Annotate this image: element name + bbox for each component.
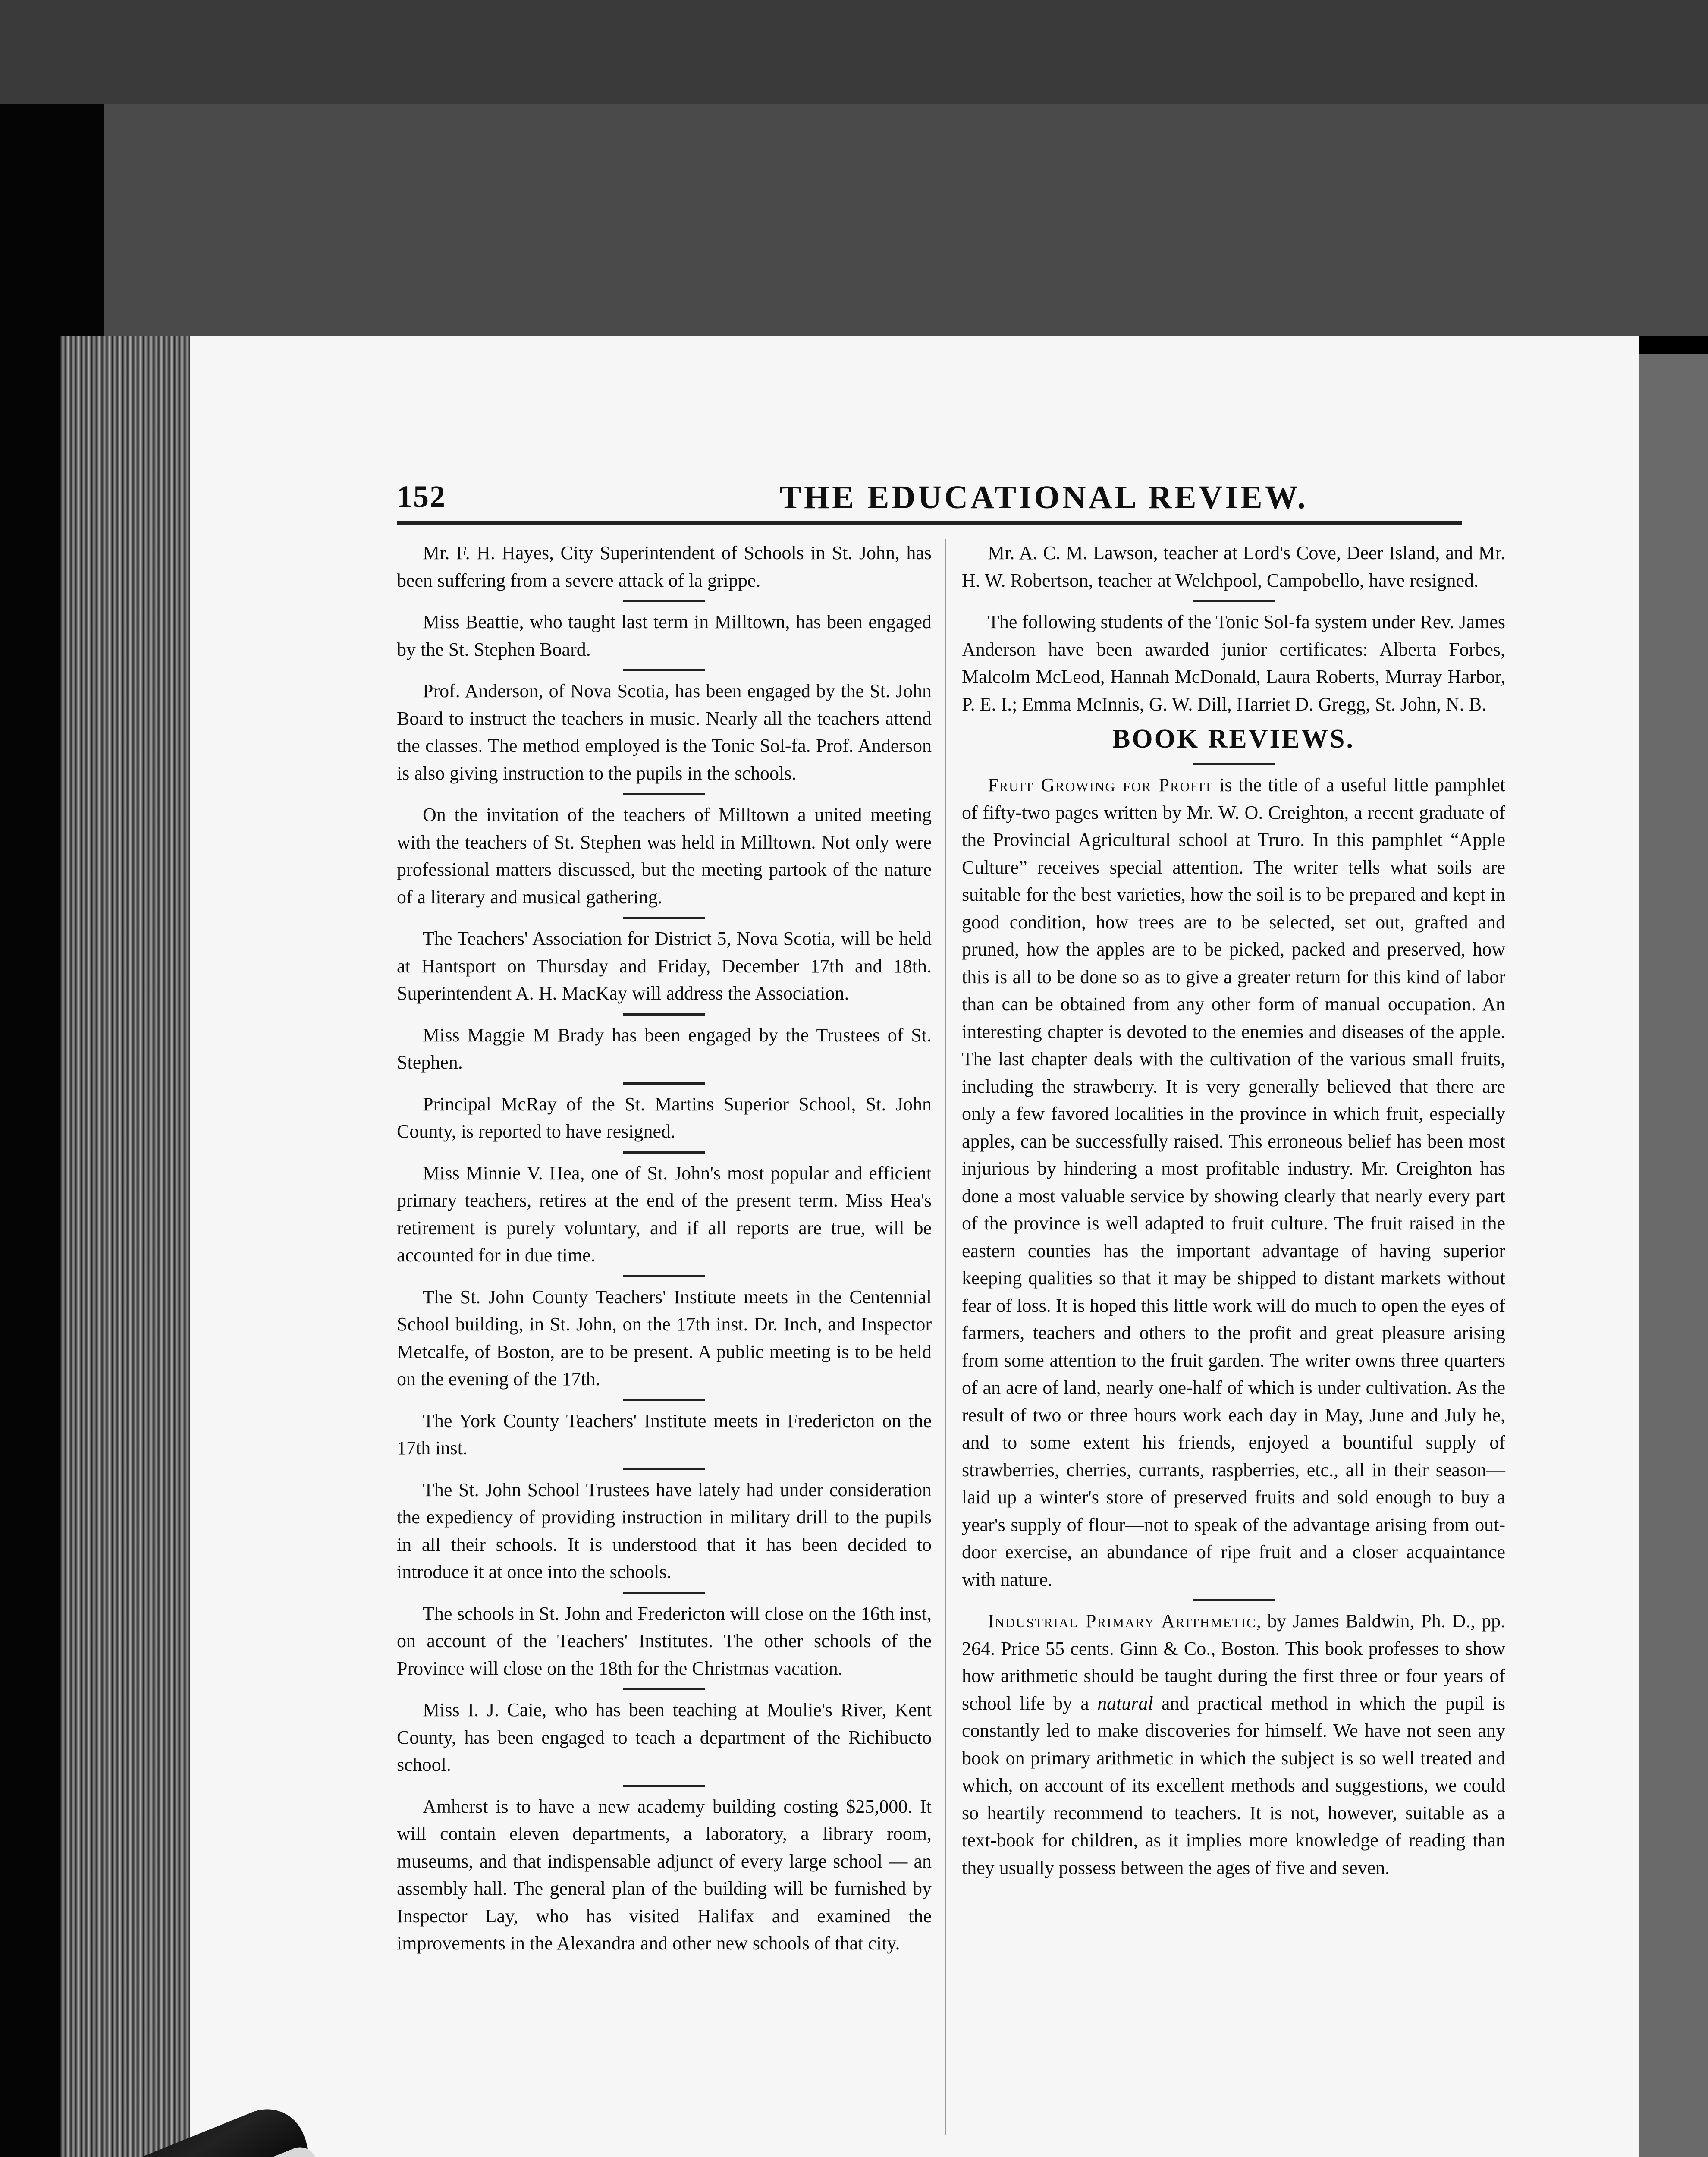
section-heading: BOOK REVIEWS. <box>1112 724 1355 754</box>
book-page <box>190 336 1639 2157</box>
news-item: Miss Minnie V. Hea, one of St. John's most popular and efficient primary teachers, retires at the end of the present term. Miss Hea's retirement is purely voluntary, and if all reports are true, will be accounted for in due time. <box>397 1162 932 1266</box>
book-review <box>962 1607 1505 1881</box>
left-column <box>397 539 932 1957</box>
separator-rule <box>623 669 705 671</box>
review-body: and practical method in which the pupil is constantly led to make discoveries for himself. We have not seen any book on primary arithmetic in which the subject is so well treated and which, on account of its excellent methods and suggestions, we could so heartily recommend to teachers. It is not, however, suitable as a text-book for children, as it implies more knowledge of reading than they usually possess between the ages of five and seven. <box>962 1692 1505 1878</box>
news-item: The St. John County Teachers' Institute meets in the Centennial School building, in St. John, on the 17th inst. Dr. Inch, and Inspector Metcalfe, of Boston, are to be present. A public meeting is to be held on the evening of the 17th. <box>397 1286 932 1390</box>
separator-rule <box>623 1688 705 1690</box>
news-item: The following students of the Tonic Sol-fa system under Rev. James Anderson have been awarded junior certificates: Alberta Forbes, Malcolm McLeod, Hannah McDonald, Laura Roberts, Murray Harbor, P. E. I.; Emma McInnis, G. W. Dill, Harriet D. Gregg, St. John, N. B. <box>962 611 1505 715</box>
news-item: Principal McRay of the St. Martins Superior School, St. John County, is reported to have resigned. <box>397 1093 932 1142</box>
separator-rule <box>623 1468 705 1470</box>
page-number: 152 <box>397 479 446 514</box>
news-item: Prof. Anderson, of Nova Scotia, has been engaged by the St. John Board to instruct the teachers in music. Nearly all the teachers attend the classes. The method employed is the Tonic Sol-fa. Prof. Anderson is also giving instruction to the pupils in the schools. <box>397 680 932 784</box>
review-title: Industrial Primary Arithmetic <box>988 1610 1256 1632</box>
separator-rule <box>623 1785 705 1787</box>
review-body: , by James Baldwin, Ph. D., pp. 264. Price 55 cents. Ginn & Co., Boston. This book professes to show how arithmetic should be taught during the first three or four years of school life by a <box>962 1610 1505 1714</box>
news-item: Amherst is to have a new academy building costing $25,000. It will contain eleven departments, a laboratory, a library room, museums, and that indispensable adjunct of every large school — an assembly hall. The general plan of the building will be furnished by Inspector Lay, who has visited Halifax and examined the improvements in the Alexandra and other new schools of that city. <box>397 1795 932 1954</box>
separator-rule <box>623 793 705 795</box>
separator-rule <box>1193 600 1275 602</box>
separator-rule <box>623 1151 705 1154</box>
separator-rule <box>1193 1599 1275 1601</box>
review-emphasis: natural <box>1097 1692 1153 1714</box>
news-item: The schools in St. John and Fredericton will close on the 16th inst, on account of the Teachers' Institutes. The other schools of the Province will close on the 18th for the Christmas vacation. <box>397 1603 932 1679</box>
separator-rule <box>623 1592 705 1594</box>
separator-rule <box>1193 763 1275 765</box>
scan-background-top-inner <box>104 104 1708 336</box>
news-item: The Teachers' Association for District 5, Nova Scotia, will be held at Hantsport on Thursday and Friday, December 17th and 18th. Superintendent A. H. MacKay will address the Association. <box>397 928 932 1004</box>
news-item: Mr. F. H. Hayes, City Superintendent of Schools in St. John, has been suffering from a severe attack of la grippe. <box>397 542 932 591</box>
separator-rule <box>623 917 705 919</box>
separator-rule <box>623 1275 705 1277</box>
header-rule <box>397 521 1462 525</box>
news-item: Miss Maggie M Brady has been engaged by the Trustees of St. Stephen. <box>397 1024 932 1073</box>
separator-rule <box>623 1082 705 1085</box>
journal-title: THE EDUCATIONAL REVIEW. <box>779 479 1308 516</box>
column-divider <box>945 539 946 2135</box>
news-item: The St. John School Trustees have lately had under consideration the expediency of providing instruction in military drill to the pupils in all their schools. It is understood that it has been decided to introduce it at once into the schools. <box>397 1479 932 1582</box>
news-item: On the invitation of the teachers of Milltown a united meeting with the teachers of St. Stephen was held in Milltown. Not only were professional matters discussed, but the meeting partook of the nature of a literary and musical gathering. <box>397 804 932 908</box>
news-item: Mr. A. C. M. Lawson, teacher at Lord's Cove, Deer Island, and Mr. H. W. Robertson, teacher at Welchpool, Campobello, have resigned. <box>962 542 1505 591</box>
book-page-edges <box>60 336 198 2157</box>
separator-rule <box>623 600 705 602</box>
right-column <box>962 539 1505 1881</box>
news-item: The York County Teachers' Institute meets in Fredericton on the 17th inst. <box>397 1410 932 1459</box>
separator-rule <box>623 1013 705 1016</box>
running-header <box>190 479 1639 526</box>
news-item: Miss Beattie, who taught last term in Milltown, has been engaged by the St. Stephen Board. <box>397 611 932 660</box>
review-title: Fruit Growing for Profit <box>988 774 1213 796</box>
separator-rule <box>623 1399 705 1401</box>
review-body: is the title of a useful little pamphlet of fifty-two pages written by Mr. W. O. Creighton, a recent graduate of the Provincial Agricultural school at Truro. In this pamphlet “Apple Culture” receives special attention. The writer tells what soils are suitable for the best varieties, how the soil is to be prepared and kept in good condition, how trees are to be selected, set out, grafted and pruned, how the apples are to be picked, packed and preserved, how this is all to be done so as to give a greater return for this kind of labor than can be obtained from any other form of manual occupation. An interesting chapter is devoted to the enemies and diseases of the apple. The last chapter deals with the cultivation of the various small fruits, including the strawberry. It is very generally believed that there are only a few favored localities in the province in which fruit, especially apples, can be successfully raised. This erroneous belief has been most injurious by hindering a most profitable industry. Mr. Creighton has done a most valuable service by showing clearly that nearly every part of the province is well adapted to fruit culture. The fruit raised in the eastern counties has the important advantage of having superior keeping qualities so that it may be shipped to distant markets without fear of loss. It is hoped this little work will do much to open the eyes of farmers, teachers and others to the profit and great pleasure arising from some attention to the fruit garden. The writer owns three quarters of an acre of land, nearly one-half of which is under cultivation. As the result of two or three hours work each day in May, June and July he, and to some extent his friends, enjoyed a bountiful supply of strawberries, cherries, currants, raspberries, etc., all in their season—laid up a winter's store of preserved fruits and sold enough to buy a year's supply of flour—not to speak of the advantage arising from out-door exercise, an abundance of ripe fruit and a closer acquaintance with nature. <box>962 774 1505 1590</box>
news-item: Miss I. J. Caie, who has been teaching at Moulie's River, Kent County, has been engaged to teach a department of the Richibucto school. <box>397 1699 932 1775</box>
book-review <box>962 771 1505 1593</box>
